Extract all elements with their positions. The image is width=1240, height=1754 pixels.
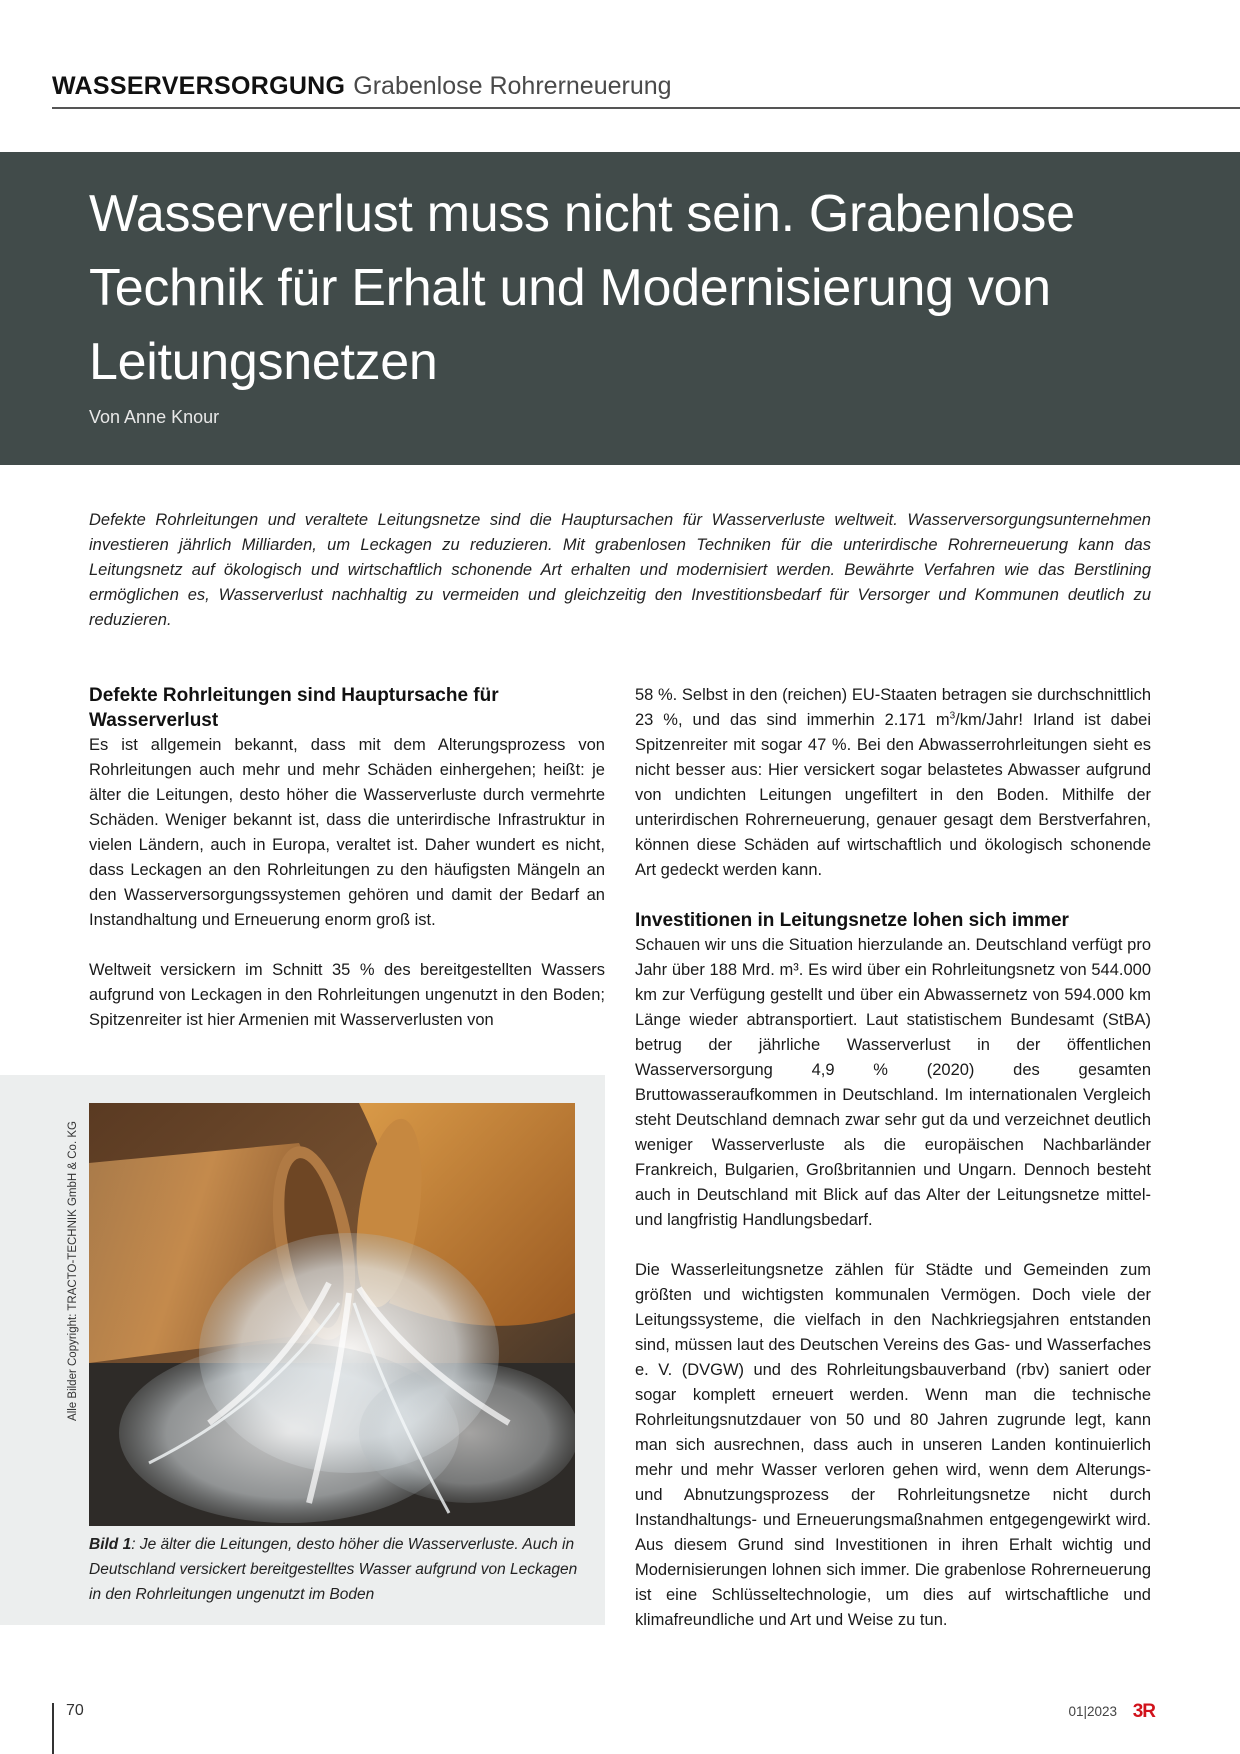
- running-header: [52, 70, 672, 102]
- body-paragraph: 58 %. Selbst in den (reichen) EU-Staaten betragen sie durchschnittlich 23 %, und das sind immerhin 2.171 $m^3/km$/Jahr! Irland ist dabei Spitzenreiter mit sogar 47 %. Bei den Abwasserrohrleitungen sieht es nicht besser aus: Hier versickert sogar belastetes Abwasser aufgrund von undichten Leitungen ungefiltert in den Boden. Mithilfe der unterirdischen Rohrerneuerung, genauer gesagt dem Berstverfahren, können diese Schäden auf wirtschaftlich und ökologisch schonende Art gedeckt werden kann.: [635, 686, 1151, 879]
- article-title: Wasserverlust muss nicht sein. Grabenlose Technik für Erhalt und Modernisierung von Leitungsnetzen: [89, 185, 1075, 391]
- section-heading: Defekte Rohrleitungen sind Hauptursache für Wasserverlust: [89, 685, 499, 731]
- section-subtitle: Grabenlose Rohrerneuerung: [353, 72, 672, 100]
- pipe-leak-photo: [89, 1103, 575, 1526]
- body-paragraph: Weltweit versickern im Schnitt 35 % des bereitgestellten Wassers aufgrund von Leckagen in den Rohrleitungen ungenutzt in den Boden; Spitzenreiter ist hier Armenien mit Wasserverlusten von: [89, 961, 605, 1029]
- text-column-left: [89, 683, 605, 1033]
- body-paragraph: Es ist allgemein bekannt, dass mit dem Alterungsprozess von Rohrleitungen auch mehr und mehr Schäden einhergehen; heißt: je älter die Leitungen, desto höher die Wasserverluste durch vermehrte Schäden. Weniger bekannt ist, dass die unterirdische Infrastruktur in vielen Ländern, auch in Europa, veraltet ist. Daher wundert es nicht, dass Leckagen an den Rohrleitungen zu den häufigsten Mängeln an den Wasserversorgungssystemen gehören und damit der Bedarf an Instandhaltung und Erneuerung enorm groß ist.: [89, 736, 605, 929]
- section-label: WASSERVERSORGUNG: [52, 72, 346, 100]
- photo-credit: Alle Bilder Copyright: TRACTO-TECHNIK GmbH & Co. KG: [67, 1121, 79, 1421]
- footer-rule: [52, 1703, 54, 1754]
- page-number: 70: [66, 1702, 84, 1719]
- lead-paragraph: Defekte Rohrleitungen und veraltete Leitungsnetze sind die Hauptursachen für Wasserverluste weltweit. Wasserversorgungsunternehmen investieren jährlich Milliarden, um Leckagen zu reduzieren. Mit grabenlosen Techniken für die unterirdische Rohrerneuerung kann das Leitungsnetz auf ökologisch und wirtschaftlich schonende Art erhalten und modernisiert werden. Bewährte Verfahren wie das Berstlining ermöglichen es, Wasserverlust nachhaltig zu vermeiden und gleichzeitig den Investitionsbedarf für Versorger und Kommunen deutlich zu reduzieren.: [89, 511, 1151, 629]
- issue-number: 01|2023: [1068, 1704, 1117, 1719]
- header-rule: [52, 107, 1240, 109]
- title-banner: [0, 152, 1240, 465]
- text-column-right: [635, 683, 1151, 1633]
- body-paragraph: Die Wasserleitungsnetze zählen für Städte und Gemeinden zum größten und wichtigsten kommunalen Vermögen. Doch viele der Leitungssysteme, die vielfach in den Nachkriegsjahren entstanden sind, müssen laut des Deutschen Vereins des Gas- und Wasserfaches e. V. (DVGW) und des Rohrleitungsbauverband (rbv) saniert oder sogar komplett erneuert werden. Wenn man die technische Rohrleitungsnutzdauer von 50 und 80 Jahren zugrunde legt, kann man sich ausrechnen, dass auch in unseren Landen kontinuierlich mehr und mehr Wasser verloren gehen wird, wenn dem Alterungs- und Abnutzungsprozess der Rohrleitungsnetze nicht durch Instandhaltungs- und Erneuerungsmaßnahmen entgegengewirkt wird. Aus diesem Grund sind Investitionen in ihren Erhalt wichtig und Modernisierungen lohnen sich immer. Die grabenlose Rohrerneuerung ist eine Schlüsseltechnologie, um dies auf wirtschaftliche und klimafreundliche und Art und Weise zu tun.: [635, 1261, 1151, 1629]
- author-byline: Von Anne Knour: [89, 407, 220, 427]
- section-heading: Investitionen in Leitungsnetze lohen sich immer: [635, 910, 1069, 931]
- figure-caption: Bild 1: Je älter die Leitungen, desto höher die Wasserverluste. Auch in Deutschland versickert bereitgestelltes Wasser aufgrund von Leckagen in den Rohrleitungen ungenutzt im Boden: [89, 1536, 578, 1603]
- body-paragraph: Schauen wir uns die Situation hierzulande an. Deutschland verfügt pro Jahr über 188 Mrd. m³. Es wird über ein Rohrleitungsnetz von 544.000 km zur Verfügung gestellt und über ein Abwassernetz von 594.000 km Länge wieder abtransportiert. Laut statistischem Bundesamt (StBA) betrug der jährliche Wasserverlust in der öffentlichen Wasserversorgung 4,9 % (2020) des gesamten Bruttowasseraufkommen in Deutschland. Im internationalen Vergleich steht Deutschland demnach zwar sehr gut da und verzeichnet deutlich weniger Wasserverluste als die europäischen Nachbarländer Frankreich, Bulgarien, Großbritannien und Ungarn. Dennoch besteht auch in Deutschland mit Blick auf das Alter der Leitungsnetze mittel- und langfristig Handlungsbedarf.: [635, 936, 1151, 1229]
- brand-logo: 3R: [1132, 1701, 1155, 1722]
